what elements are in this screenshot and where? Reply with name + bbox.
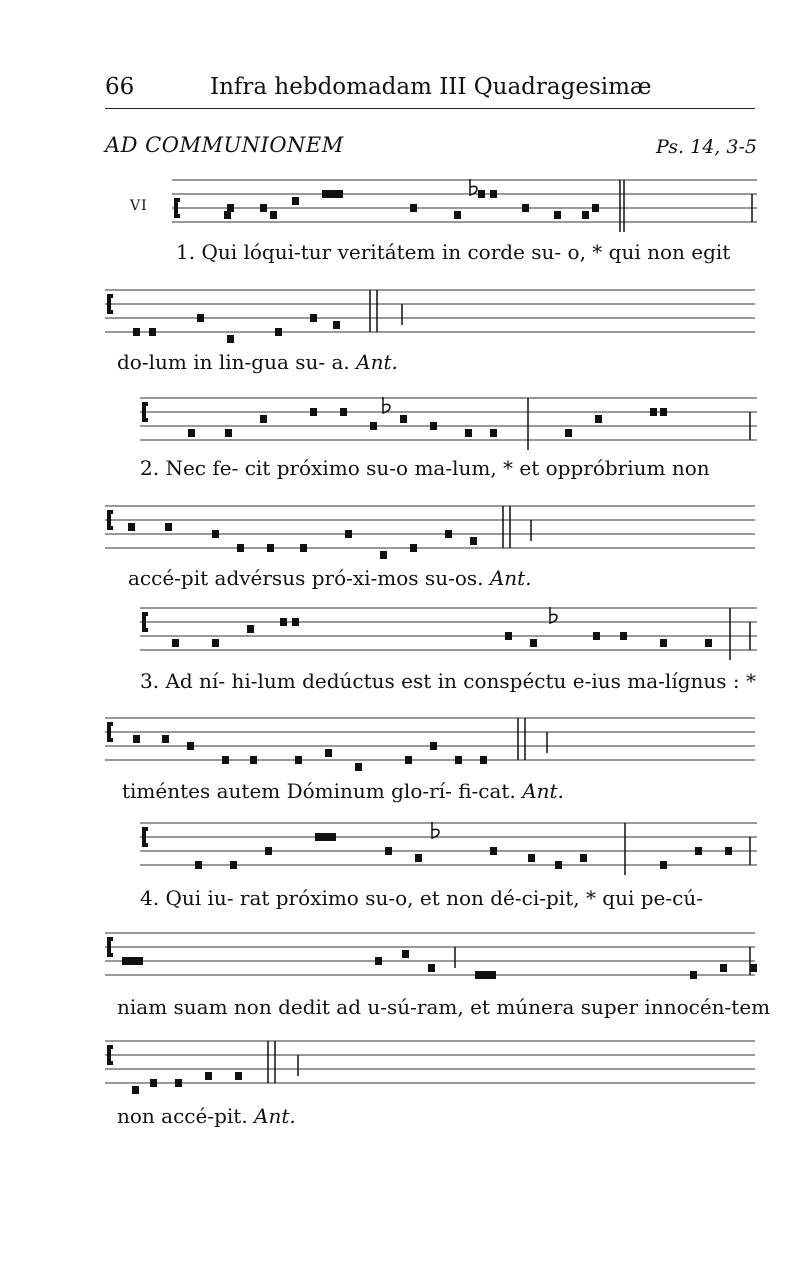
verse-number: 2. (140, 456, 160, 480)
neume-note (375, 957, 382, 965)
neume-note (187, 742, 194, 750)
staff-2 (105, 282, 755, 340)
neume-note (489, 971, 496, 979)
neume-note (188, 429, 195, 437)
neume-note (212, 530, 219, 538)
verse-text: Qui lóqui-tur veritátem in corde su- o, * qui non egit (201, 240, 731, 264)
neume-note (300, 544, 307, 552)
neume-note (310, 314, 317, 322)
neume-note (122, 957, 129, 965)
verse-line (122, 779, 564, 803)
staff-5 (140, 600, 757, 658)
neume-note (237, 544, 244, 552)
page-header (105, 74, 755, 106)
neume-note (230, 861, 237, 869)
flat-icon (383, 397, 390, 413)
verse-number: 3. (140, 669, 160, 693)
neume-note (565, 429, 572, 437)
verse-text: Ad ní- hi-lum dedúctus est in conspéctu e-ius ma-lígnus : * (165, 669, 756, 693)
neume-note (212, 639, 219, 647)
neume-note (620, 632, 627, 640)
chant-staff (140, 600, 757, 664)
neume-note (592, 204, 599, 212)
neume-note (329, 190, 336, 198)
staff-7 (140, 815, 757, 873)
neume-note (224, 211, 231, 219)
neume-note (128, 523, 135, 531)
neume-note (430, 742, 437, 750)
running-title: Infra hebdomadam III Quadragesimæ (210, 74, 652, 100)
chant-staff (140, 390, 757, 454)
antiphon-marker: Ant. (522, 779, 564, 803)
verse-text: timéntes autem Dóminum glo-rí- fi-cat. (122, 779, 516, 803)
verse-text: do-lum in lin-gua su- a. (117, 350, 350, 374)
neume-note (227, 204, 234, 212)
neume-note (695, 847, 702, 855)
verse-text: niam suam non dedit ad u-sú-ram, et múnera super innocén-tem (117, 995, 771, 1019)
verse-text: accé-pit advérsus pró-xi-mos su-os. (128, 566, 484, 590)
neume-note (195, 861, 202, 869)
neume-note (150, 1079, 157, 1087)
neume-note (470, 537, 477, 545)
neume-note (322, 190, 329, 198)
neume-note (162, 735, 169, 743)
verse-number: 1. (176, 240, 196, 264)
neume-note (197, 314, 204, 322)
neume-note (165, 523, 172, 531)
neume-note (225, 429, 232, 437)
neume-note (555, 861, 562, 869)
page-number: 66 (105, 74, 135, 100)
neume-note (172, 639, 179, 647)
neume-note (690, 971, 697, 979)
neume-note (280, 618, 287, 626)
neume-note (325, 749, 332, 757)
neume-note (660, 861, 667, 869)
neume-note (528, 854, 535, 862)
neume-note (410, 544, 417, 552)
staff-8 (105, 925, 755, 983)
antiphon-marker: Ant. (254, 1104, 296, 1128)
neume-note (270, 211, 277, 219)
neume-note (136, 957, 143, 965)
chant-staff (105, 282, 755, 346)
chant-staff (172, 172, 757, 236)
neume-note (505, 632, 512, 640)
chant-staff (140, 815, 757, 879)
verse-line (117, 1104, 296, 1128)
neume-note (415, 854, 422, 862)
staff-6 (105, 710, 755, 768)
neume-note (370, 422, 377, 430)
neume-note (490, 429, 497, 437)
neume-note (133, 735, 140, 743)
neume-note (310, 408, 317, 416)
neume-note (292, 618, 299, 626)
neume-note (275, 328, 282, 336)
neume-note (593, 632, 600, 640)
flat-icon (432, 822, 439, 838)
verse-line (117, 350, 398, 374)
neume-note (292, 197, 299, 205)
neume-note (355, 763, 362, 771)
verse-line (140, 886, 703, 910)
neume-note (475, 971, 482, 979)
neume-note (247, 625, 254, 633)
verse-text: non accé-pit. (117, 1104, 248, 1128)
neume-note (530, 639, 537, 647)
neume-note (478, 190, 485, 198)
neume-note (227, 335, 234, 343)
neume-note (428, 964, 435, 972)
neume-note (454, 211, 461, 219)
neume-note (705, 639, 712, 647)
neume-note (445, 530, 452, 538)
verse-line (140, 669, 756, 693)
neume-note (175, 1079, 182, 1087)
neume-note (336, 190, 343, 198)
neume-note (720, 964, 727, 972)
chant-staff (105, 925, 755, 989)
neume-note (315, 833, 322, 841)
verse-text: Nec fe- cit próximo su-o ma-lum, * et oppróbrium non (165, 456, 710, 480)
neume-note (595, 415, 602, 423)
flat-icon (470, 179, 477, 195)
verse-line (128, 566, 532, 590)
header-rule (105, 108, 755, 109)
neume-note (222, 756, 229, 764)
neume-note (235, 1072, 242, 1080)
neume-note (554, 211, 561, 219)
chant-staff (105, 710, 755, 774)
neume-note (333, 321, 340, 329)
neume-note (400, 415, 407, 423)
neume-note (133, 328, 140, 336)
antiphon-marker: Ant. (356, 350, 398, 374)
verse-line (140, 456, 710, 480)
neume-note (465, 429, 472, 437)
neume-note (295, 756, 302, 764)
staff-4 (105, 498, 755, 556)
section-title: AD COMMUNIONEM (105, 133, 344, 157)
verse-text: Qui iu- rat próximo su-o, et non dé-ci-pit, * qui pe-cú- (165, 886, 703, 910)
neume-note (260, 204, 267, 212)
neume-note (380, 551, 387, 559)
neume-note (250, 756, 257, 764)
neume-note (490, 190, 497, 198)
neume-note (265, 847, 272, 855)
neume-note (205, 1072, 212, 1080)
staff-1 (172, 172, 757, 230)
neume-note (129, 957, 136, 965)
neume-note (725, 847, 732, 855)
neume-note (132, 1086, 139, 1094)
neume-note (430, 422, 437, 430)
mode-label: VI (130, 198, 148, 214)
neume-note (580, 854, 587, 862)
neume-note (482, 971, 489, 979)
chant-staff (105, 498, 755, 562)
flat-icon (550, 607, 557, 623)
neume-note (329, 833, 336, 841)
neume-note (490, 847, 497, 855)
neume-note (149, 328, 156, 336)
neume-note (660, 408, 667, 416)
neume-note (340, 408, 347, 416)
staff-9 (105, 1033, 755, 1091)
neume-note (345, 530, 352, 538)
neume-note (582, 211, 589, 219)
verse-line (117, 995, 770, 1019)
psalm-reference: Ps. 14, 3-5 (656, 136, 757, 158)
verse-number: 4. (140, 886, 160, 910)
antiphon-marker: Ant. (489, 566, 532, 590)
neume-note (660, 639, 667, 647)
staff-3 (140, 390, 757, 448)
neume-note (322, 833, 329, 841)
neume-note (385, 847, 392, 855)
neume-note (480, 756, 487, 764)
neume-note (410, 204, 417, 212)
neume-note (402, 950, 409, 958)
neume-note (650, 408, 657, 416)
neume-note (455, 756, 462, 764)
verse-line (176, 240, 730, 264)
neume-note (522, 204, 529, 212)
neume-note (750, 964, 757, 972)
neume-note (267, 544, 274, 552)
neume-note (405, 756, 412, 764)
chant-staff (105, 1033, 755, 1097)
neume-note (260, 415, 267, 423)
